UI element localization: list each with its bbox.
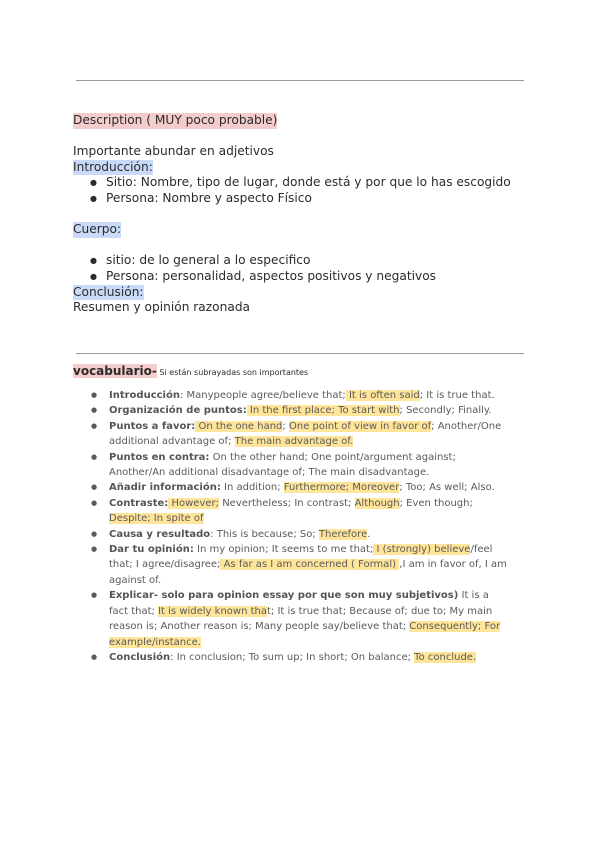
vocab-item-label: Puntos a favor: — [109, 420, 196, 432]
vocab-text: Nevertheless; In contrast; — [219, 497, 355, 509]
vocab-text: ,I am in favor of, I am against of. — [109, 559, 507, 586]
vocab-item — [91, 450, 511, 481]
description-heading: Description ( MUY poco probable) — [73, 113, 278, 127]
vocab-item-label: Añadir información: — [109, 482, 221, 494]
divider-top — [76, 80, 524, 81]
vocab-item — [91, 403, 511, 418]
highlighted-phrase: However; — [168, 497, 220, 509]
highlighted-phrase: I (strongly) believe — [373, 544, 471, 556]
vocab-item-label: Causa y resultado — [109, 528, 211, 540]
vocab-text: ; It is true that. — [419, 390, 495, 401]
description-section — [73, 113, 533, 316]
vocab-item — [91, 527, 511, 542]
divider-middle — [76, 353, 524, 354]
list-item: ● Sitio: Nombre, tipo de lugar, donde está y por que lo has escogido — [90, 175, 533, 191]
highlighted-phrase: Consequently; For example/instance. — [109, 621, 501, 648]
vocab-title: vocabulario- — [73, 364, 157, 378]
vocab-item — [91, 388, 511, 403]
intro-list — [73, 175, 533, 206]
vocab-list — [91, 388, 511, 665]
highlighted-phrase: Therefore — [318, 528, 368, 540]
highlighted-phrase: One point of view in favor of — [288, 420, 432, 432]
vocab-item — [91, 650, 511, 665]
vocab-item — [91, 419, 511, 450]
vocab-item-label: Conclusión — [109, 651, 171, 663]
vocab-text: . — [367, 528, 371, 540]
highlighted-phrase: On the one hand — [195, 420, 283, 432]
highlighted-phrase: Although — [354, 497, 400, 509]
list-item: ● sitio: de lo general a lo especifico — [90, 253, 533, 269]
vocab-item — [91, 588, 511, 650]
vocab-text: In addition; — [220, 482, 284, 494]
vocab-text: ; Even though; — [399, 497, 473, 509]
highlighted-phrase: It is often said — [345, 390, 420, 401]
adjectives-note: Importante abundar en adjetivos — [73, 144, 274, 159]
vocab-text: ; Too; As well; Also. — [399, 482, 495, 494]
vocab-heading — [73, 360, 308, 379]
vocab-text: t; It is true that; Because of; due to; My main reason is; Another reason is; Many people say/believe that; — [109, 605, 493, 633]
highlighted-phrase: Despite; In spite of — [109, 513, 204, 525]
highlighted-phrase: The main advantage of. — [234, 436, 354, 448]
vocab-item-label: Contraste: — [109, 497, 169, 509]
highlighted-phrase: To conclude. — [414, 651, 477, 663]
highlighted-phrase: Furthermore; Moreover — [283, 482, 400, 494]
vocab-text: In my opinion; It seems to me that; — [193, 544, 374, 556]
vocab-text: It is a fact that; — [109, 590, 489, 617]
vocab-item-label: Introducción — [109, 390, 180, 401]
vocab-text: ; Another/One additional advantage of; — [109, 420, 502, 448]
vocab-text: : In conclusion; To sum up; In short; On balance; — [170, 651, 415, 663]
vocab-text: : Manypeople agree/believe that; — [179, 390, 346, 401]
vocab-item-label: Explicar- solo para opinion essay por que son muy subjetivos) — [109, 590, 459, 602]
highlighted-phrase: As far as I am concerned ( Formal) — [220, 559, 400, 571]
conclusion-text: Resumen y opinión razonada — [73, 300, 251, 315]
vocab-text: : This is because; So; — [210, 528, 319, 540]
list-item: ● Persona: Nombre y aspecto Físico — [90, 191, 533, 207]
vocab-text: /feel that; I agree/disagree; — [109, 544, 493, 571]
highlighted-phrase: In the first place; To start with — [246, 405, 400, 417]
vocab-item-label: Dar tu opinión: — [109, 544, 194, 556]
vocab-note: Si están subrayadas son importantes — [156, 368, 309, 377]
intro-label: Introducción: — [73, 159, 153, 174]
vocab-item — [91, 542, 511, 588]
highlighted-phrase: It is widely known tha — [158, 605, 267, 617]
vocab-item-label: Organización de puntos: — [109, 405, 247, 417]
vocab-item — [91, 496, 511, 527]
vocab-text: ; — [282, 420, 289, 432]
vocab-text: On the other hand; One point/argument against; Another/An additional disadvantage of; The main disadvantage. — [109, 451, 456, 479]
list-item: ● Persona: personalidad, aspectos positivos y negativos — [90, 269, 533, 285]
body-list — [73, 253, 533, 284]
vocab-text: ; Secondly; Finally. — [399, 405, 492, 417]
conclusion-label: Conclusión: — [73, 284, 144, 299]
vocab-item-label: Puntos en contra: — [109, 451, 210, 463]
vocab-item — [91, 480, 511, 495]
body-label: Cuerpo: — [73, 222, 122, 237]
